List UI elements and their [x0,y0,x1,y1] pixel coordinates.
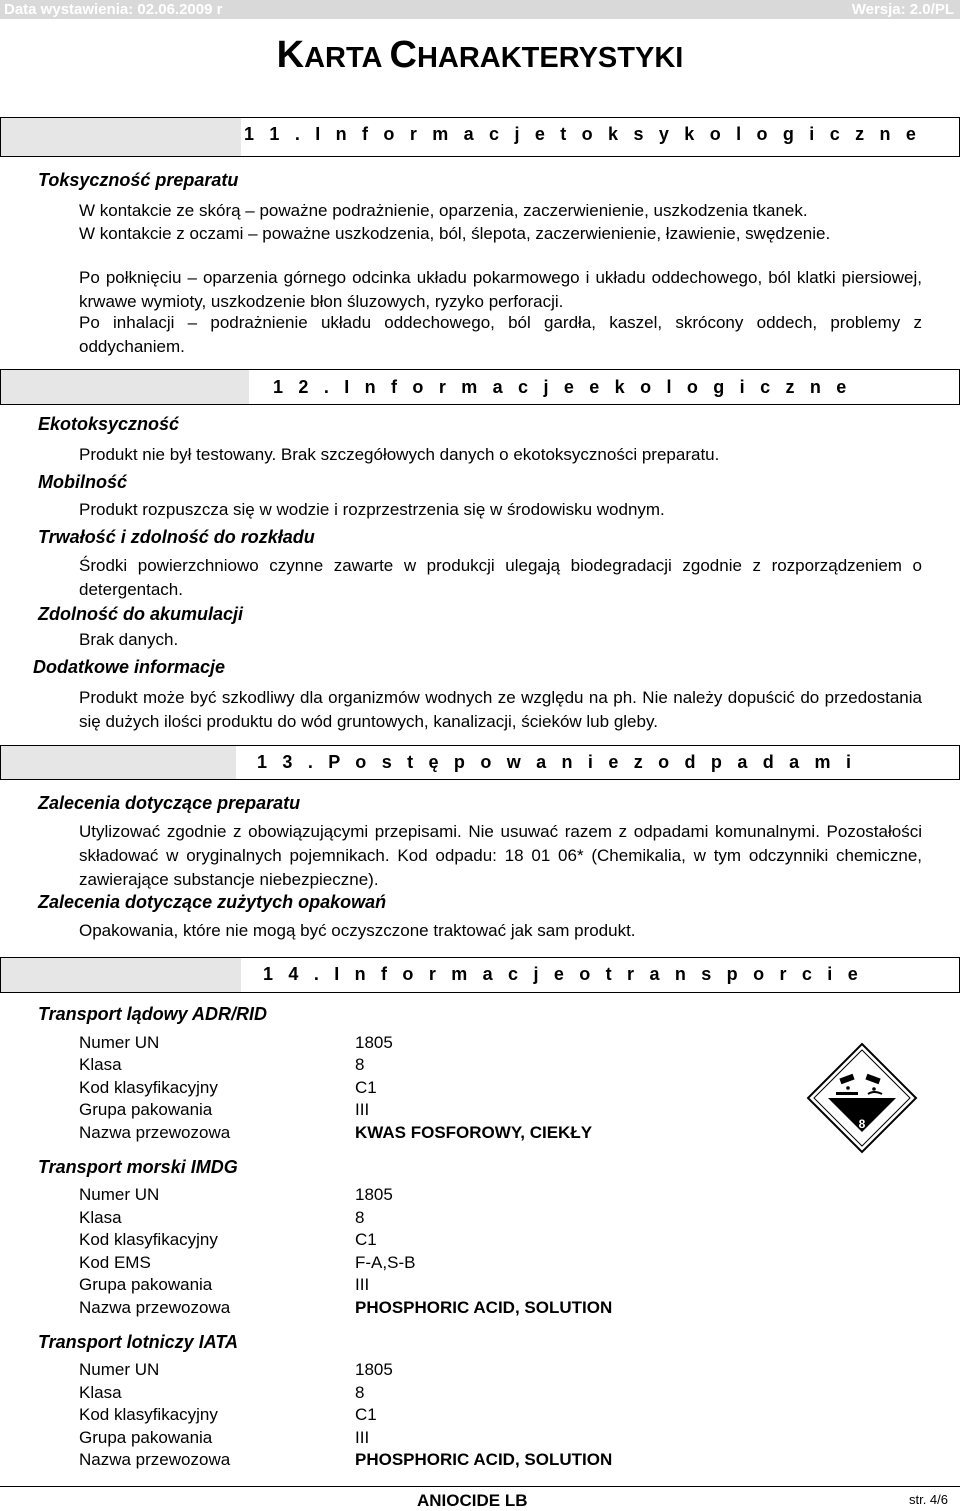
iata-label-un: Numer UN [79,1360,160,1379]
section-12-header [0,369,960,405]
imdg-subheading: Transport morski IMDG [38,1157,238,1177]
section-13-header [0,745,960,780]
iata-label-code: Kod klasyfikacyjny [79,1405,218,1424]
product-disposal-subheading: Zalecenia dotyczące preparatu [38,793,301,813]
iata-value-group: III [355,1428,370,1447]
section-14-title: 1 4 . I n f o r m a c j e o t r a n s p o r c i e [263,964,863,984]
ingestion-text: Po połknięciu – oparzenia górnego odcinka układu pokarmowego i układu oddechowego, ból klatki piersiowej, krwawe wymioty, uszkodzenie błon śluzowych, ryzyko perforacji. [79,268,922,311]
eye-contact-text: W kontakcie z oczami – poważne uszkodzenia, ból, ślepota, zaczerwienienie, łzawienie, swędzenie. [79,224,831,243]
iata-label-group: Grupa pakowania [79,1428,213,1447]
accumulation-subheading: Zdolność do akumulacji [38,604,244,624]
adr-value-name: KWAS FOSFOROWY, CIEKŁY [355,1123,593,1142]
packaging-disposal-text: Opakowania, które nie mogą być oczyszczone traktować jak sam produkt. [79,921,636,940]
iata-label-name: Nazwa przewozowa [79,1450,231,1469]
ecotoxicity-subheading: Ekotoksyczność [38,414,180,434]
imdg-label-class: Klasa [79,1208,122,1227]
adr-label-group: Grupa pakowania [79,1100,213,1119]
imdg-value-un: 1805 [355,1185,393,1204]
iata-value-class: 8 [355,1383,365,1402]
document-title: KARTA CHARAKTERYSTYKI [276,34,684,76]
section-12-title: 1 2 . I n f o r m a c j e e k o l o g i c z n e [273,377,852,397]
degradability-text: Środki powierzchniowo czynne zawarte w produkcji ulegają biodegradacji zgodnie z rozporządzeniem o detergentach. [79,556,922,599]
iata-value-name: PHOSPHORIC ACID, SOLUTION [355,1450,613,1469]
imdg-value-name: PHOSPHORIC ACID, SOLUTION [355,1298,613,1317]
ecotoxicity-text: Produkt nie był testowany. Brak szczegółowych danych o ekotoksyczności preparatu. [79,445,720,464]
iata-label-class: Klasa [79,1383,122,1402]
section-11-title: 1 1 . I n f o r m a c j e t o k s y k o l o g i c z n e [244,124,922,144]
imdg-label-ems: Kod EMS [79,1253,151,1272]
skin-contact-text: W kontakcie ze skórą – poważne podrażnienie, oparzenia, zaczerwienienie, uszkodzenia tkanek. [79,201,808,220]
footer-brand: ANIOCIDE LB [417,1491,528,1510]
additional-info-text: Produkt może być szkodliwy dla organizmów wodnych ze względu na ph. Nie należy dopuścić do przedostania się dużych ilości produktu do wód gruntowych, kanalizacji, ścieków lub gleby. [79,688,922,731]
additional-info-subheading: Dodatkowe informacje [33,657,226,677]
iata-value-un: 1805 [355,1360,393,1379]
imdg-label-name: Nazwa przewozowa [79,1298,231,1317]
corrosive-hazard-icon [806,1042,918,1154]
imdg-value-ems: F-A,S-B [355,1253,416,1272]
imdg-label-un: Numer UN [79,1185,160,1204]
hazard-class-number: 8 [858,1117,866,1131]
issue-date: Data wystawienia: 02.06.2009 r [4,1,223,18]
version-label: Wersja: 2.0/PL [851,1,954,18]
adr-value-code: C1 [355,1078,377,1097]
adr-label-un: Numer UN [79,1033,160,1052]
packaging-disposal-subheading: Zalecenia dotyczące zużytych opakowań [38,892,387,912]
iata-subheading: Transport lotniczy IATA [38,1332,239,1352]
imdg-value-group: III [355,1275,370,1294]
section-14-header [0,957,960,993]
adr-subheading: Transport lądowy ADR/RID [38,1004,268,1024]
imdg-label-group: Grupa pakowania [79,1275,213,1294]
mobility-subheading: Mobilność [38,472,127,492]
degradability-subheading: Trwałość i zdolność do rozkładu [38,527,315,547]
adr-value-class: 8 [355,1055,365,1074]
mobility-text: Produkt rozpuszcza się w wodzie i rozprzestrzenia się w środowisku wodnym. [79,500,665,519]
page-number: str. 4/6 [908,1492,948,1507]
adr-value-group: III [355,1100,370,1119]
adr-label-name: Nazwa przewozowa [79,1123,231,1142]
adr-value-un: 1805 [355,1033,393,1052]
iata-value-code: C1 [355,1405,377,1424]
inhalation-text: Po inhalacji – podrażnienie układu oddechowego, ból gardła, kaszel, skrócony oddech, problemy z oddychaniem. [79,313,922,356]
section-13-title: 1 3 . P o s t ę p o w a n i e z o d p a d a m i [257,752,857,772]
adr-label-code: Kod klasyfikacyjny [79,1078,218,1097]
product-disposal-text: Utylizować zgodnie z obowiązującymi przepisami. Nie usuwać razem z odpadami komunalnymi. Pozostałości składować w oryginalnych pojemnikach. Kod odpadu: 18 01 06* (Chemikalia, w tym odczynniki chemiczne, zawierające substancje niebezpieczne). [79,822,922,889]
imdg-label-code: Kod klasyfikacyjny [79,1230,218,1249]
footer-divider [0,1486,960,1487]
section-11-header [0,117,960,157]
imdg-value-code: C1 [355,1230,377,1249]
imdg-value-class: 8 [355,1208,365,1227]
toxicity-subheading: Toksyczność preparatu [38,170,239,190]
accumulation-text: Brak danych. [79,630,179,649]
adr-label-class: Klasa [79,1055,122,1074]
